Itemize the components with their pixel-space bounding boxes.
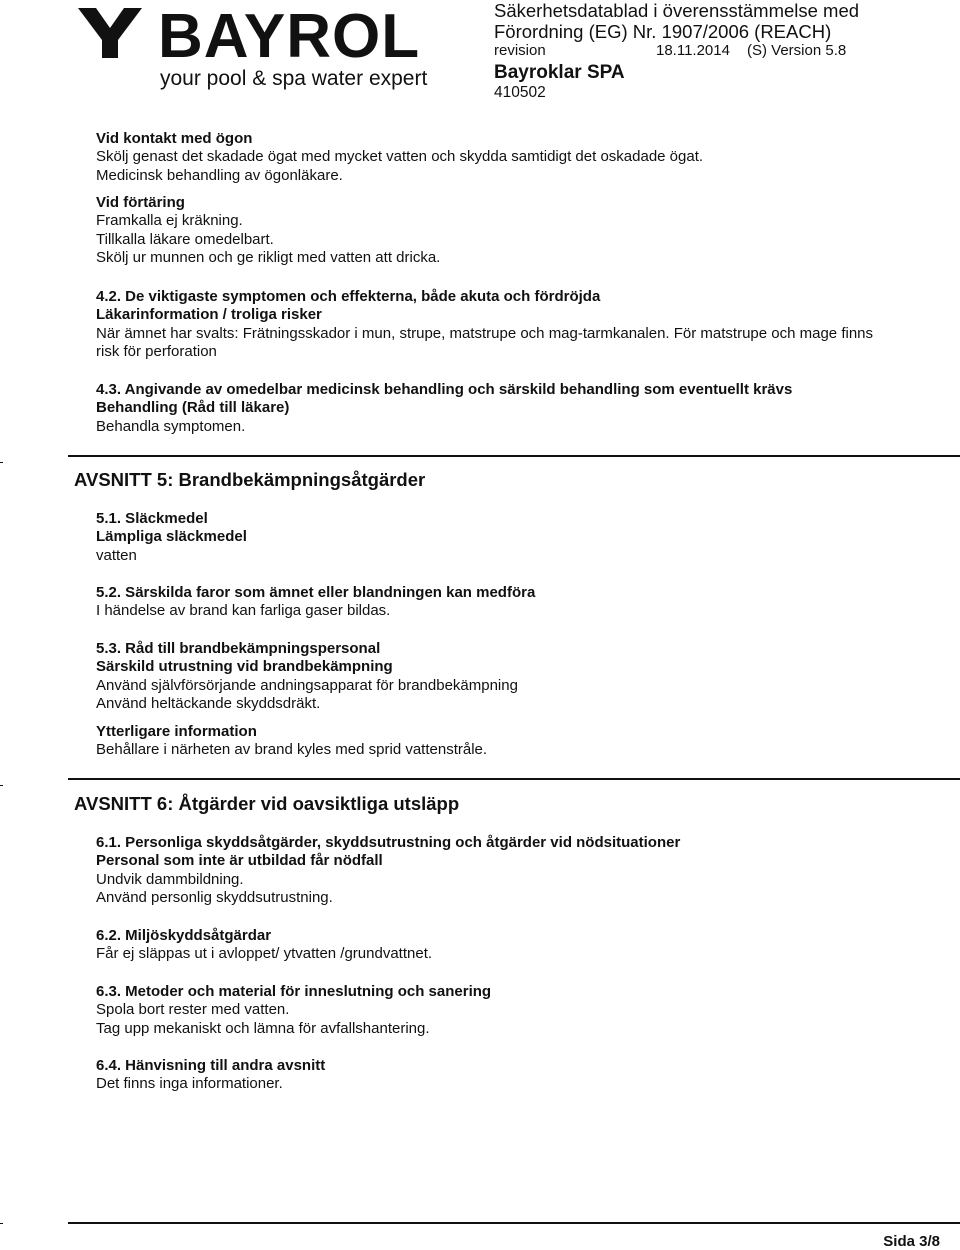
- subsection-subheading: Lämpliga släckmedel: [96, 528, 247, 546]
- subsection-text: Behandla symptomen.: [96, 417, 246, 435]
- version-number: (S) Version 5.8: [747, 42, 847, 59]
- subsection-4-3: [96, 381, 916, 436]
- eye-contact-text: Skölj genast det skadade ögat med mycket vatten och skydda samtidigt det oskadade ögat.: [96, 148, 704, 166]
- bayrol-logo-icon: [78, 8, 142, 58]
- margin-mark: [0, 462, 3, 463]
- subsection-subheading: Särskild utrustning vid brandbekämpning: [96, 658, 393, 676]
- subsection-text: risk för perforation: [96, 343, 217, 361]
- subsection-text: Undvik dammbildning.: [96, 870, 244, 888]
- subsection-6-1: [96, 834, 916, 908]
- subsection-heading: 4.3. Angivande av omedelbar medicinsk behandling och särskild behandling som eventuellt krävs: [96, 381, 793, 398]
- eye-contact-heading: Vid kontakt med ögon: [96, 130, 253, 147]
- product-code: 410502: [494, 84, 546, 101]
- subsection-text: När ämnet har svalts: Frätningsskador i mun, strupe, matstrupe och mag-tarmkanalen. För matstrupe och mage finns: [96, 324, 873, 342]
- section-divider: [68, 778, 960, 780]
- subsection-text: Det finns inga informationer.: [96, 1075, 283, 1093]
- subsection-heading: 4.2. De viktigaste symptomen och effekterna, både akuta och fördröjda: [96, 288, 601, 305]
- footer-divider: [68, 1222, 960, 1224]
- section-6-title: AVSNITT 6: Åtgärder vid oavsiktliga utsläpp: [74, 793, 460, 814]
- section-divider: [68, 455, 960, 457]
- subsection-subheading: Behandling (Råd till läkare): [96, 399, 290, 417]
- ingestion-block: [96, 194, 916, 268]
- subsection-6-4: [96, 1057, 916, 1094]
- section-5-title: AVSNITT 5: Brandbekämpningsåtgärder: [74, 469, 426, 490]
- subsection-subheading: Personal som inte är utbildad får nödfall: [96, 852, 383, 870]
- brand-logo-text: BAYROL: [158, 2, 421, 71]
- subsection-5-1: [96, 510, 916, 565]
- further-information-text: Behållare i närheten av brand kyles med sprid vattenstråle.: [96, 741, 488, 759]
- subsection-heading: 6.1. Personliga skyddsåtgärder, skyddsutrustning och åtgärder vid nödsituationer: [96, 834, 681, 851]
- subsection-text: Använd självförsörjande andningsapparat för brandbekämpning: [96, 676, 518, 694]
- subsection-heading: 6.4. Hänvisning till andra avsnitt: [96, 1057, 326, 1074]
- page-number: Sida 3/8: [883, 1233, 940, 1250]
- subsection-5-3: [96, 640, 916, 714]
- subsection-heading: 5.3. Råd till brandbekämpningspersonal: [96, 640, 381, 657]
- subsection-text: I händelse av brand kan farliga gaser bildas.: [96, 602, 391, 620]
- product-name: Bayroklar SPA: [494, 62, 625, 83]
- brand-tagline: your pool & spa water expert: [160, 67, 428, 90]
- subsection-6-3: [96, 983, 916, 1038]
- subsection-4-2: [96, 288, 916, 362]
- revision-date: 18.11.2014: [656, 42, 730, 59]
- ingestion-text: Skölj ur munnen och ge rikligt med vatten att dricka.: [96, 249, 441, 267]
- subsection-text: Tag upp mekaniskt och lämna för avfallshantering.: [96, 1019, 430, 1037]
- subsection-text: vatten: [96, 546, 137, 564]
- subsection-text: Använd heltäckande skyddsdräkt.: [96, 695, 321, 713]
- subsection-heading: 5.1. Släckmedel: [96, 510, 208, 527]
- margin-mark: [0, 785, 3, 786]
- ingestion-text: Tillkalla läkare omedelbart.: [96, 230, 274, 248]
- subsection-heading: 5.2. Särskilda faror som ämnet eller blandningen kan medföra: [96, 584, 536, 601]
- ingestion-text: Framkalla ej kräkning.: [96, 212, 243, 230]
- subsection-6-2: [96, 927, 916, 964]
- subsection-text: Använd personlig skyddsutrustning.: [96, 889, 333, 907]
- further-information: [96, 723, 916, 760]
- subsection-5-2: [96, 584, 916, 621]
- eye-contact-block: [96, 130, 916, 185]
- subsection-heading: 6.3. Metoder och material för inneslutning och sanering: [96, 983, 492, 1000]
- subsection-text: Får ej släppas ut i avloppet/ ytvatten /grundvattnet.: [96, 945, 433, 963]
- subsection-heading: 6.2. Miljöskyddsåtgärdar: [96, 927, 272, 944]
- document-title-line1: Säkerhetsdatablad i överensstämmelse med: [494, 0, 860, 21]
- margin-mark: [0, 1223, 3, 1224]
- subsection-subheading: Läkarinformation / troliga risker: [96, 306, 322, 324]
- ingestion-heading: Vid förtäring: [96, 194, 185, 211]
- document-title-line2: Förordning (EG) Nr. 1907/2006 (REACH): [494, 21, 832, 42]
- further-information-heading: Ytterligare information: [96, 723, 257, 740]
- revision-label: revision: [494, 42, 546, 59]
- eye-contact-text: Medicinsk behandling av ögonläkare.: [96, 166, 343, 184]
- subsection-text: Spola bort rester med vatten.: [96, 1001, 290, 1019]
